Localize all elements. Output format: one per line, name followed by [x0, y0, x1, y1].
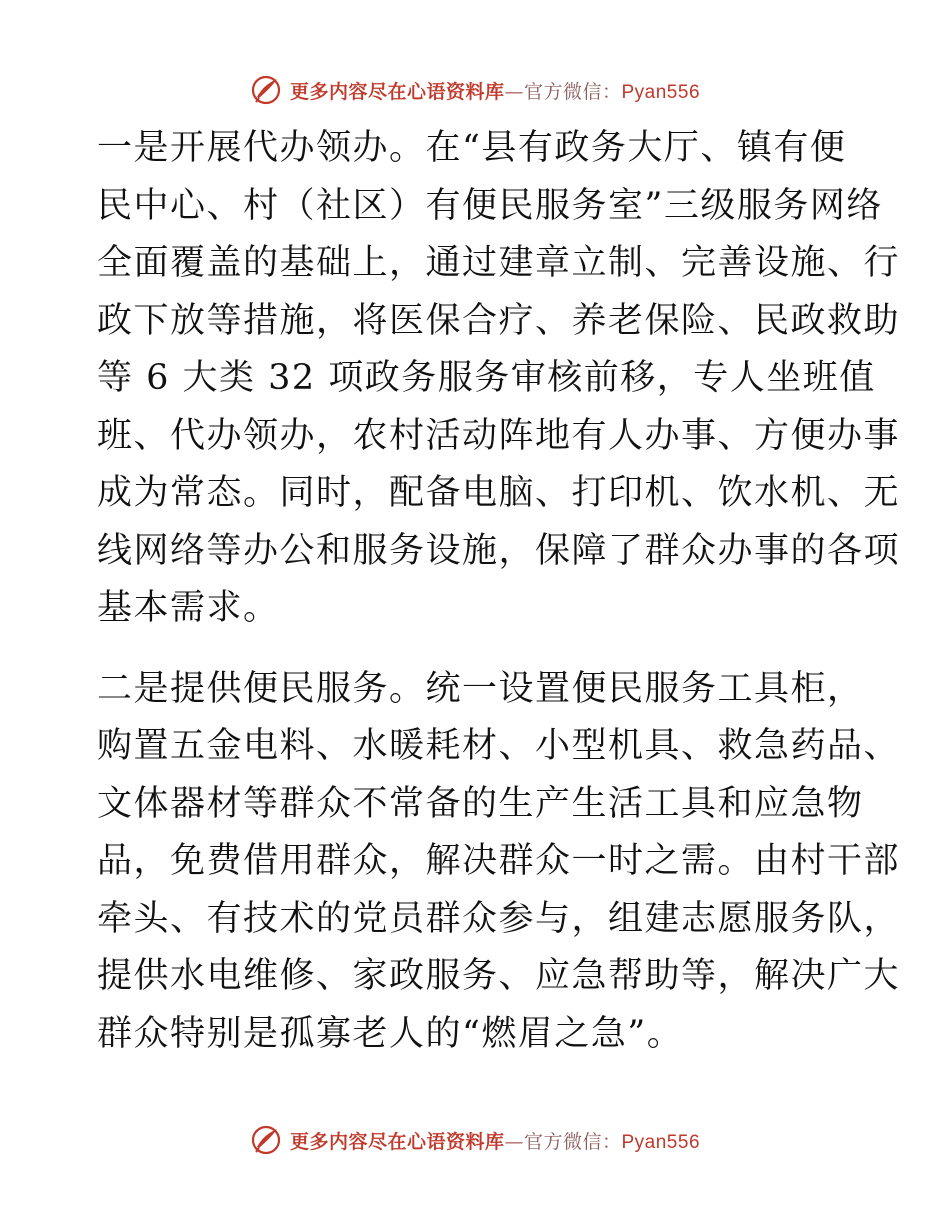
text-line: 基本需求。	[97, 588, 280, 628]
banner-text	[290, 77, 700, 104]
text-line: 政下放等措施，将医保合疗、养老保险、民政救助	[97, 300, 901, 341]
banner-text	[290, 1127, 700, 1154]
header-banner	[0, 70, 950, 110]
footer-banner	[0, 1120, 950, 1160]
quill-seal-icon	[250, 74, 282, 106]
banner-wechat-label: 官方微信：	[523, 1130, 622, 1153]
paragraph-2	[97, 661, 901, 1064]
text-line: 品，免费借用群众，解决群众一时之需。由村干部	[97, 841, 901, 881]
text-line: 等 6 大类 32 项政务服务审核前移，专人坐班值	[97, 358, 876, 398]
text-line: 二是提供便民服务。统一设置便民服务工具柜，	[97, 668, 864, 709]
text-line: 全面覆盖的基础上，通过建章立制、完善设施、行	[97, 243, 901, 283]
text-line: 牵头、有技术的党员群众参与，组建志愿服务队，	[97, 898, 901, 939]
banner-wechat-id: Pyan556	[621, 81, 701, 103]
quill-seal-icon	[250, 1124, 282, 1156]
text-line: 成为常态。同时，配备电脑、打印机、饮水机、无	[97, 473, 901, 513]
text-line: 民中心、村（社区）有便民服务室”三级服务网络	[97, 185, 883, 226]
text-line: 线网络等办公和服务设施，保障了群众办事的各项	[97, 530, 901, 571]
text-line: 一是开展代办领办。在“县有政务大厅、镇有便	[97, 128, 847, 168]
banner-dash: —	[504, 80, 524, 103]
text-line: 班、代办领办，农村活动阵地有人办事、方便办事	[97, 415, 901, 456]
banner-main-text: 更多内容尽在心语资料库	[289, 1130, 505, 1153]
text-line: 群众特别是孤寡老人的“燃眉之急”。	[97, 1013, 684, 1054]
paragraph-1	[97, 120, 901, 638]
banner-wechat-id: Pyan556	[621, 1131, 701, 1153]
text-line: 购置五金电料、水暖耗材、小型机具、救急药品、	[97, 726, 901, 766]
banner-wechat-label: 官方微信：	[523, 80, 622, 103]
banner-main-text: 更多内容尽在心语资料库	[289, 80, 505, 103]
document-body	[97, 120, 901, 1063]
banner-dash: —	[504, 1130, 524, 1153]
text-line: 提供水电维修、家政服务、应急帮助等，解决广大	[97, 956, 901, 996]
text-line: 文体器材等群众不常备的生产生活工具和应急物	[97, 783, 864, 824]
